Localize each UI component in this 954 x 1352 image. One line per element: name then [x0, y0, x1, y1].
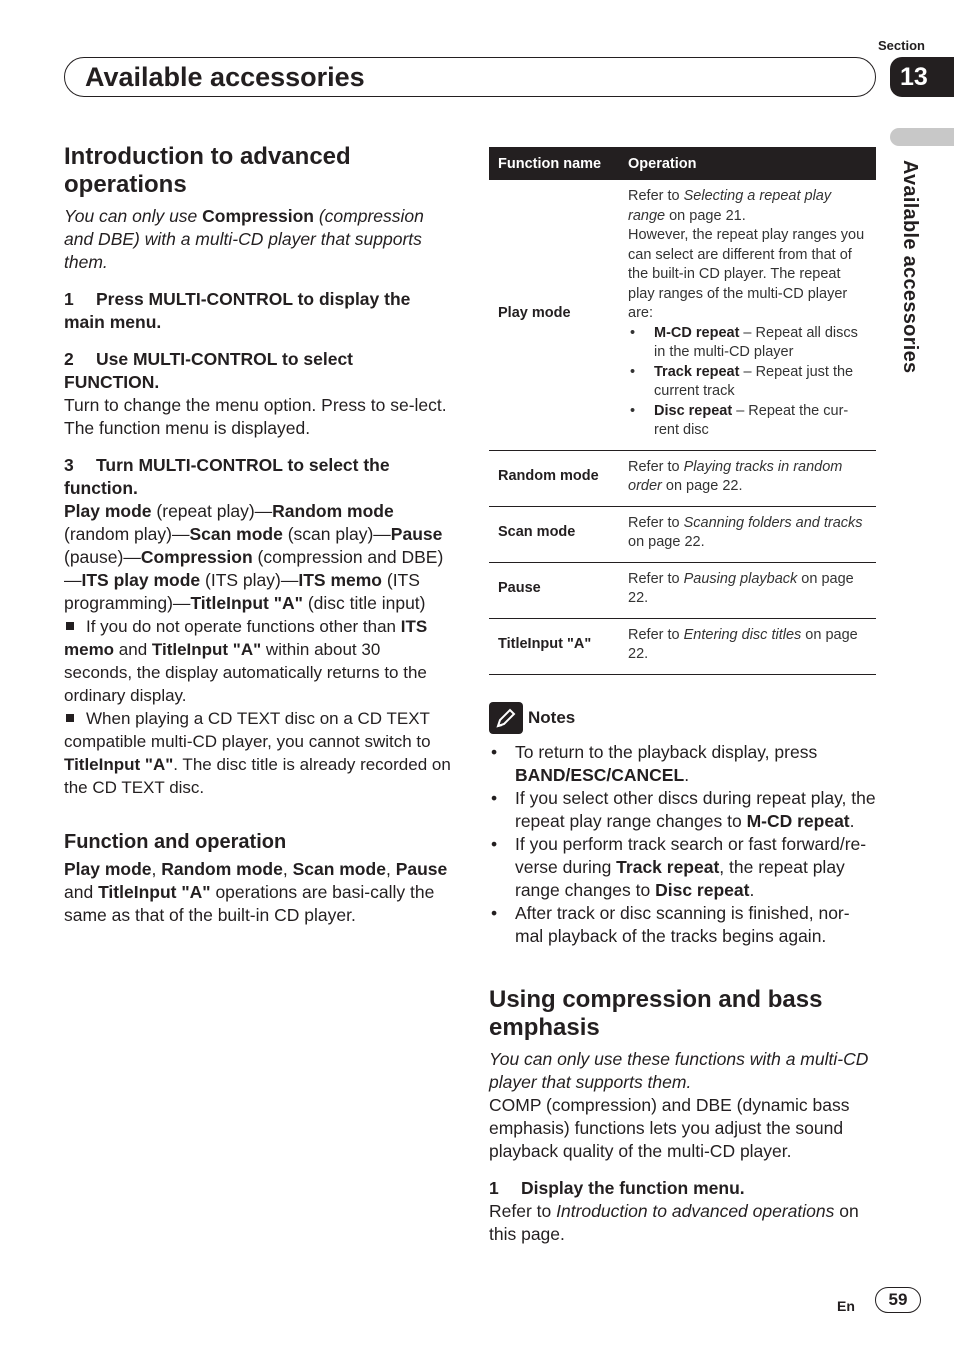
- page-number: 59: [875, 1287, 921, 1313]
- list-item: • To return to the playback display, press BAND/ESC/CANCEL.: [489, 741, 876, 787]
- notes-title: Notes: [528, 707, 576, 727]
- table-header-function: Function name: [489, 147, 619, 180]
- list-item: • If you perform track search or fast forward/re-verse during Track repeat, the repeat play range changes to Disc repeat.: [489, 833, 876, 902]
- pencil-icon: [489, 702, 523, 734]
- left-column: [64, 143, 452, 927]
- compression-heading: Using compression and bass emphasis: [489, 985, 823, 1041]
- step-1: 1 Press MULTI-CONTROL to display the main menu.: [64, 289, 411, 332]
- function-sequence: Play mode (repeat play)—Random mode (random play)—Scan mode (scan play)—Pause (pause)—Compression (compression and DBE)—ITS play mode (ITS play)—ITS memo (ITS programming)—TitleInput "A" (disc title input): [64, 501, 444, 613]
- side-tab-marker: [890, 128, 954, 146]
- table-header-operation: Operation: [619, 147, 876, 180]
- intro-heading: Introduction to advanced operations: [64, 143, 351, 198]
- square-bullet-icon: [66, 714, 74, 722]
- page-title: Available accessories: [64, 57, 876, 97]
- table-row: TitleInput "A" Refer to Entering disc titles on page 22.: [489, 618, 876, 674]
- compression-body: COMP (compression) and DBE (dynamic bass emphasis) functions lets you adjust the sound playback quality of the multi-CD player.: [489, 1094, 850, 1161]
- list-item: • Track repeat – Repeat just the current track: [628, 363, 867, 402]
- table-row: Random mode Refer to Playing tracks in random order on page 22.: [489, 450, 876, 506]
- list-item: • If you select other discs during repeat play, the repeat play range changes to M-CD repeat.: [489, 787, 876, 833]
- compression-step-1-ref: Refer to Introduction to advanced operations on this page.: [489, 1200, 859, 1244]
- notes-list: [489, 741, 876, 948]
- bullet-timeout: If you do not operate functions other than ITS memo and TitleInput "A" within about 30 seconds, the display automatically returns to the ordinary display.: [64, 617, 428, 705]
- section-label: Section: [878, 38, 925, 53]
- language-label: En: [837, 1298, 855, 1314]
- step-2-body: Turn to change the menu option. Press to se-lect.: [64, 395, 447, 415]
- function-table: [489, 147, 876, 675]
- right-column: [489, 147, 876, 1246]
- side-tab-label: Available accessories: [899, 160, 921, 374]
- repeat-range-list: [628, 324, 867, 441]
- list-item: • After track or disc scanning is finished, nor-mal playback of the tracks begins again.: [489, 902, 876, 948]
- section-number: 13: [890, 57, 954, 97]
- step-2: 2 Use MULTI-CONTROL to select FUNCTION.: [64, 349, 354, 392]
- table-row: Play mode Refer to Selecting a repeat play range on page 21. However, the repeat play ranges you can select are different from that of the built-in CD player. The repeat play ranges of the multi-CD player are: • M-CD repeat – Repeat all discs in the multi-CD player • Track repeat – Repeat just the current track • Disc repeat – Repeat the cur-rent disc: [489, 180, 876, 450]
- list-item: • M-CD repeat – Repeat all discs in the multi-CD player: [628, 324, 867, 363]
- intro-lead: You can only use Compression (compression and DBE) with a multi-CD player that supports them.: [64, 206, 424, 272]
- step-2-result: The function menu is displayed.: [64, 418, 311, 438]
- table-row: Pause Refer to Pausing playback on page 22.: [489, 562, 876, 618]
- table-header-row: [489, 147, 876, 180]
- step-3: 3 Turn MULTI-CONTROL to select the function.: [64, 455, 390, 498]
- bullet-cd-text: When playing a CD TEXT disc on a CD TEXT compatible multi-CD player, you cannot switch to TitleInput "A". The disc title is already recorded on the CD TEXT disc.: [64, 709, 451, 797]
- table-row: Scan mode Refer to Scanning folders and tracks on page 22.: [489, 506, 876, 562]
- function-operation-heading: Function and operation: [64, 831, 287, 853]
- list-item: • Disc repeat – Repeat the cur-rent disc: [628, 402, 867, 441]
- notes-header: [489, 702, 876, 734]
- compression-lead: You can only use these functions with a multi-CD player that supports them.: [489, 1048, 869, 1092]
- function-operation-text: Play mode, Random mode, Scan mode, Pause and TitleInput "A" operations are basi-cally the same as that of the built-in CD player.: [64, 859, 448, 925]
- compression-step-1: 1 Display the function menu.: [489, 1177, 745, 1198]
- square-bullet-icon: [66, 622, 74, 630]
